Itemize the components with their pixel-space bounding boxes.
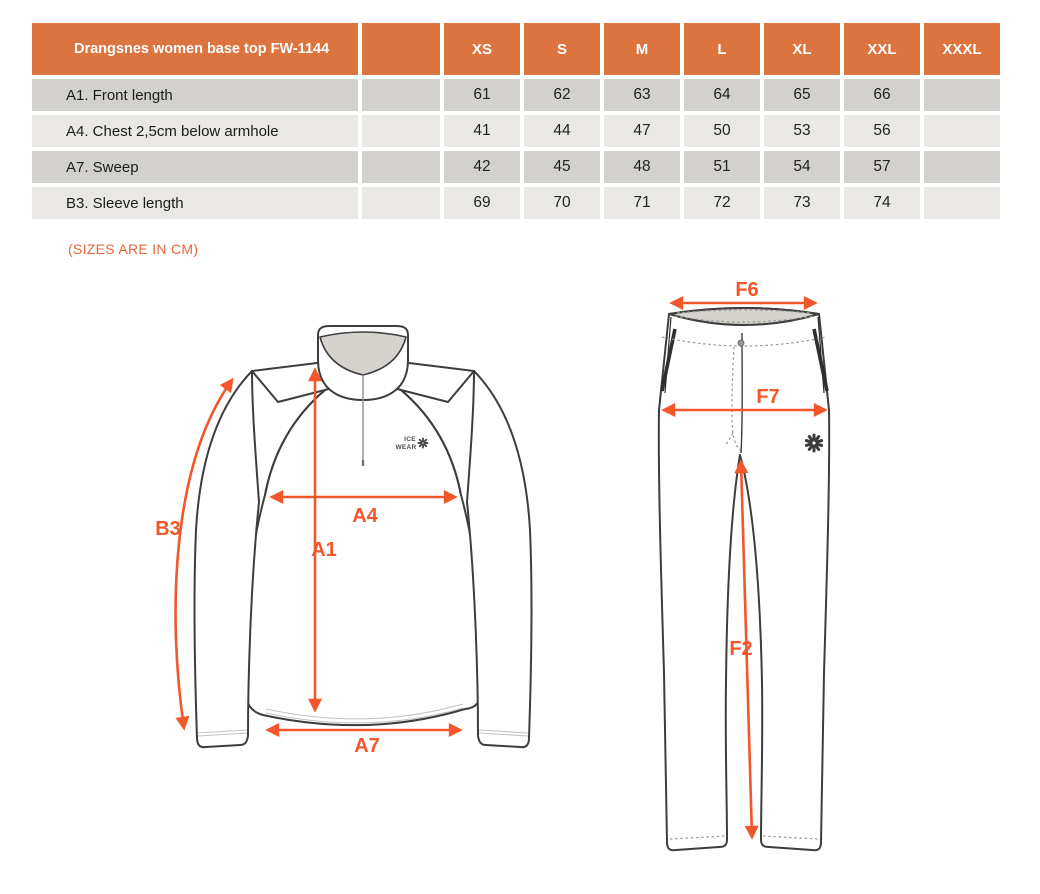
size-cell: 74 xyxy=(844,187,920,219)
table-header-row xyxy=(32,23,1000,75)
size-cell: 51 xyxy=(684,151,760,183)
logo-text-ice: ICE xyxy=(404,436,416,443)
table-row xyxy=(32,115,1000,147)
size-header-xl: XL xyxy=(764,23,840,75)
b3-label: B3 xyxy=(155,518,181,540)
header-blank-cell xyxy=(362,23,440,75)
f7-label: F7 xyxy=(756,386,780,408)
a7-label: A7 xyxy=(354,735,380,757)
top-left-sleeve xyxy=(194,371,259,747)
top-right-sleeve xyxy=(467,371,532,747)
size-cell xyxy=(924,79,1000,111)
size-cell xyxy=(924,151,1000,183)
row-label: A4. Chest 2,5cm below armhole xyxy=(32,115,358,147)
logo-text-wear: WEAR xyxy=(395,444,417,451)
size-cell: 57 xyxy=(844,151,920,183)
right-shoulder-panel xyxy=(401,363,474,402)
size-cell: 56 xyxy=(844,115,920,147)
size-cell: 61 xyxy=(444,79,520,111)
pants-diagram xyxy=(625,277,1035,883)
size-cell: 70 xyxy=(524,187,600,219)
size-header-s: S xyxy=(524,23,600,75)
size-cell: 41 xyxy=(444,115,520,147)
f2-label: F2 xyxy=(729,638,753,660)
table-row xyxy=(32,151,1000,183)
size-cell: 54 xyxy=(764,151,840,183)
table-row xyxy=(32,187,1000,219)
size-cell: 47 xyxy=(604,115,680,147)
row-blank-cell xyxy=(362,151,440,183)
size-cell: 73 xyxy=(764,187,840,219)
table-row xyxy=(32,79,1000,111)
f6-label: F6 xyxy=(735,279,759,301)
size-cell: 44 xyxy=(524,115,600,147)
size-cell: 48 xyxy=(604,151,680,183)
size-header-xxxl: XXXL xyxy=(924,23,1000,75)
size-cell: 71 xyxy=(604,187,680,219)
size-header-l: L xyxy=(684,23,760,75)
row-label: B3. Sleeve length xyxy=(32,187,358,219)
size-header-xs: XS xyxy=(444,23,520,75)
base-top-diagram xyxy=(140,290,580,790)
sizes-unit-note: (SIZES ARE IN CM) xyxy=(68,241,199,257)
size-cell xyxy=(924,187,1000,219)
row-label: A1. Front length xyxy=(32,79,358,111)
size-cell: 64 xyxy=(684,79,760,111)
waist-button xyxy=(738,340,744,346)
size-cell: 62 xyxy=(524,79,600,111)
size-cell: 53 xyxy=(764,115,840,147)
size-cell: 66 xyxy=(844,79,920,111)
product-title: Drangsnes women base top FW-1144 xyxy=(32,23,358,75)
size-cell: 42 xyxy=(444,151,520,183)
a1-label: A1 xyxy=(311,539,337,561)
row-blank-cell xyxy=(362,115,440,147)
size-cell: 72 xyxy=(684,187,760,219)
size-cell: 63 xyxy=(604,79,680,111)
size-table xyxy=(28,19,1004,223)
row-blank-cell xyxy=(362,79,440,111)
size-cell xyxy=(924,115,1000,147)
size-cell: 45 xyxy=(524,151,600,183)
row-label: A7. Sweep xyxy=(32,151,358,183)
size-cell: 65 xyxy=(764,79,840,111)
size-cell: 50 xyxy=(684,115,760,147)
size-header-xxl: XXL xyxy=(844,23,920,75)
row-blank-cell xyxy=(362,187,440,219)
a4-label: A4 xyxy=(352,505,378,527)
size-header-m: M xyxy=(604,23,680,75)
size-cell: 69 xyxy=(444,187,520,219)
